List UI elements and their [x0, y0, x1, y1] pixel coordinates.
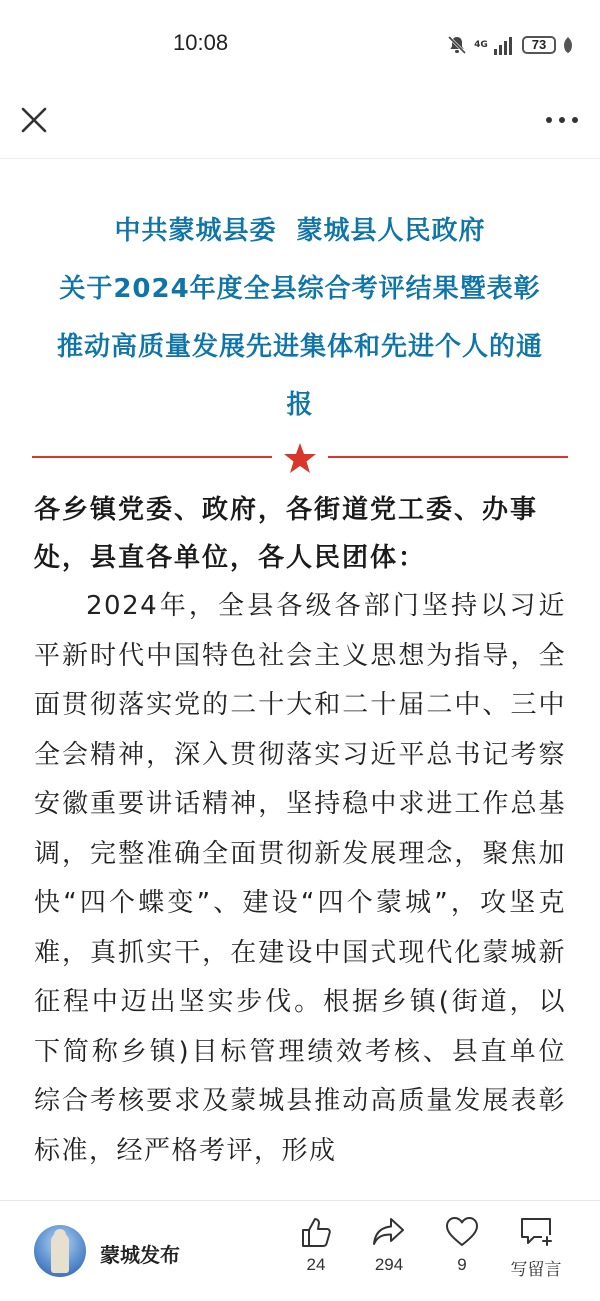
title-line-2: 关于2024年度全县综合考评结果暨表彰: [59, 274, 541, 304]
status-bar: [0, 0, 600, 90]
share-icon: [371, 1215, 407, 1249]
share-button[interactable]: [359, 1215, 419, 1275]
salutation: 各乡镇党委、政府，各街道党工委、办事处，县直各单位，各人民团体：: [34, 495, 539, 573]
star-icon: [283, 442, 317, 474]
comment-icon: [518, 1215, 554, 1249]
title-divider: [32, 442, 568, 472]
article-body: 2024年，全县各级各部门坚持以习近平新时代中国特色社会主义思想为指导，全面贯彻落实党的二十大和二十届二中、三中全会精神，深入贯彻落实习近平总书记考察安徽重要讲话精神，坚持稳中求进工作总基调，完整准确全面贯彻新发展理念，聚焦加快“四个蝶变”、建设“四个蒙城”，攻坚克难，真抓实干，在建设中国式现代化蒙城新征程中迈出坚实步伐。根据乡镇(街道，以下简称乡镇)目标管理绩效考核、县直单位综合考核要求及蒙城县推动高质量发展表彰标准，经严格考评，形成: [34, 591, 566, 1166]
favorite-button[interactable]: [432, 1215, 492, 1275]
divider-rule-left: [32, 456, 272, 458]
title-line-3: 推动高质量发展先进集体和先进个人的通: [56, 332, 543, 362]
network-type: 4G: [474, 39, 488, 50]
thumbs-up-icon: [299, 1215, 333, 1249]
signal-icon: [494, 35, 516, 55]
status-time: 10:08: [173, 30, 229, 55]
battery-icon: 73: [522, 36, 556, 54]
like-button[interactable]: [286, 1215, 346, 1275]
title-line-1: 中共蒙城县委 蒙城县人民政府: [114, 216, 486, 246]
article-title: [0, 158, 600, 434]
article-content[interactable]: [0, 158, 600, 1200]
heart-icon: [444, 1215, 480, 1249]
mute-bell-icon: [446, 34, 468, 56]
divider-rule-right: [328, 456, 568, 458]
account-name[interactable]: 蒙城发布: [100, 1243, 180, 1267]
avatar-statue-head: [54, 1229, 66, 1241]
more-button[interactable]: [542, 110, 582, 130]
bottom-bar: [0, 1200, 600, 1301]
title-line-4: 报: [286, 390, 314, 420]
like-count: 24: [306, 1255, 326, 1274]
status-icons: [446, 32, 574, 58]
more-icon: [542, 110, 582, 130]
avatar[interactable]: [34, 1225, 86, 1277]
comment-label: 写留言: [510, 1260, 562, 1280]
favorite-count: 9: [457, 1255, 467, 1274]
close-icon: [16, 102, 52, 138]
leaf-icon: [562, 36, 574, 54]
comment-button[interactable]: [501, 1215, 571, 1280]
share-count: 294: [374, 1255, 404, 1274]
nav-bar: [0, 90, 600, 159]
close-button[interactable]: [16, 102, 52, 138]
